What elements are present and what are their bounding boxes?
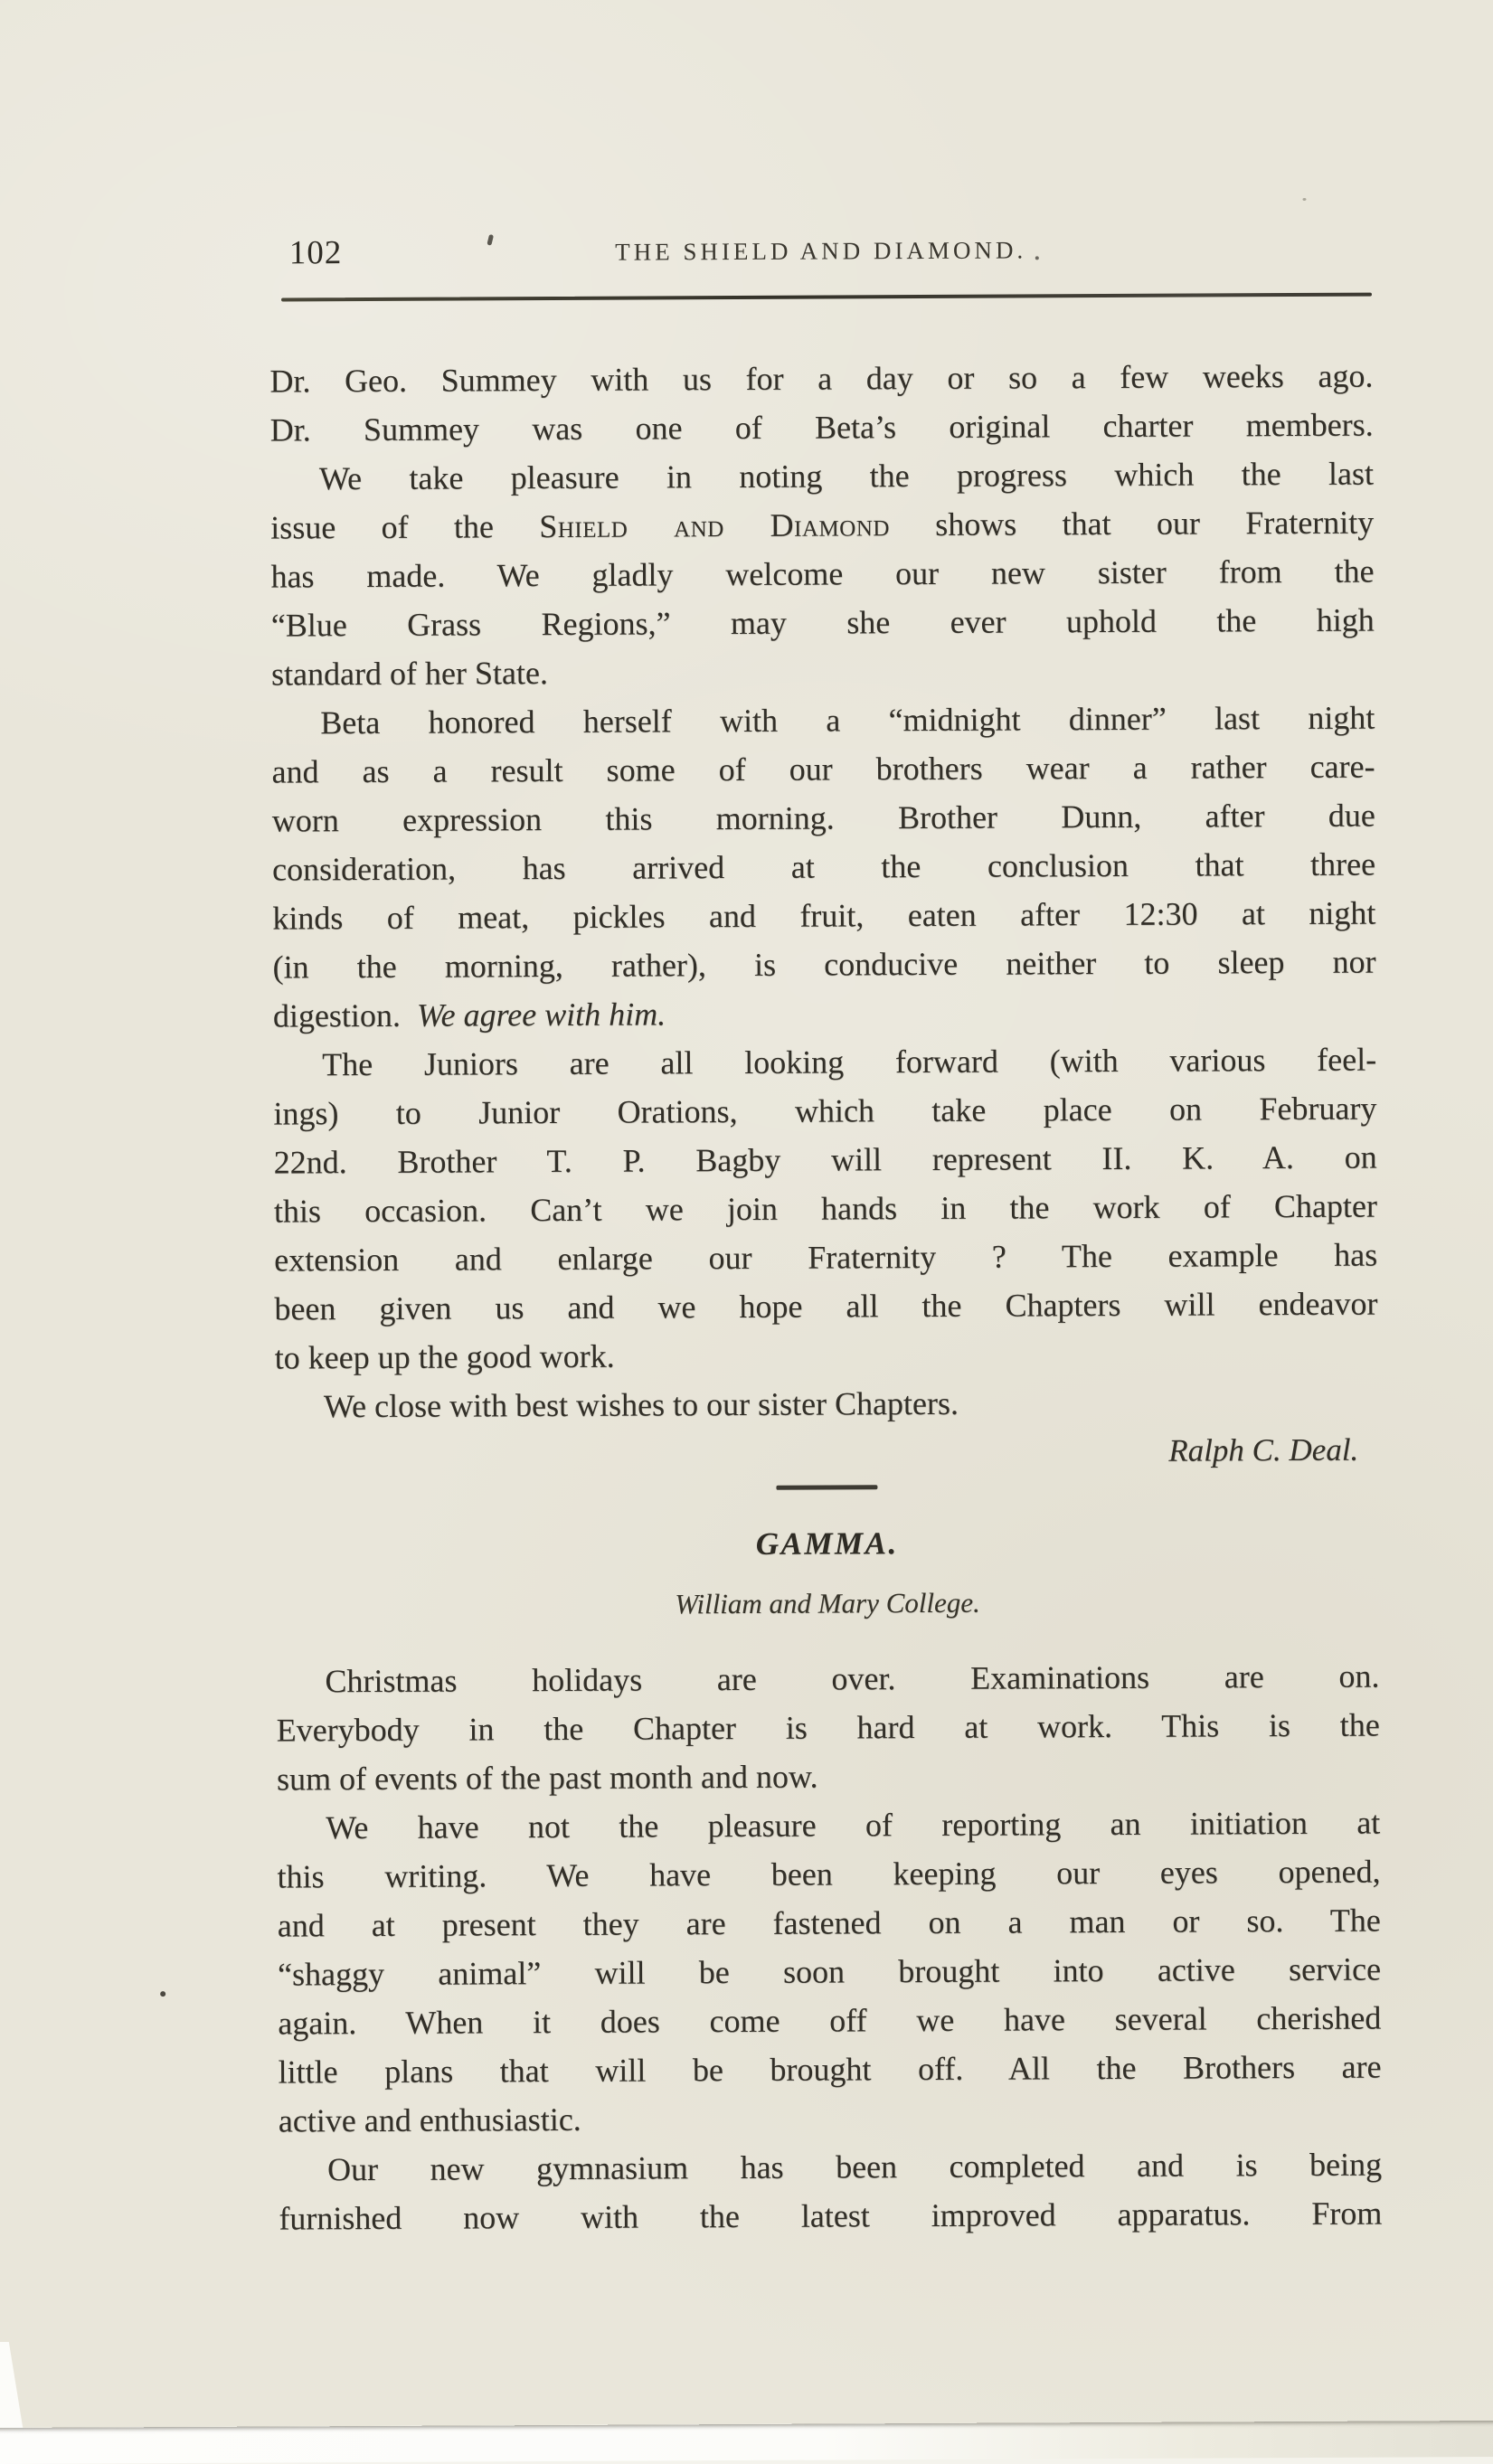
section-heading-gamma: GAMMA. bbox=[276, 1522, 1379, 1567]
text-line: and at present they are fastened on a man or so. The bbox=[278, 1896, 1381, 1950]
text-line: little plans that will be brought off. All the Brothers are bbox=[278, 2043, 1381, 2097]
body-text bbox=[269, 352, 1382, 2243]
text-line: issue of the Shield and Diamond shows that our Fraternity bbox=[270, 498, 1374, 552]
text-line: We close with best wishes to our sister Chapters. bbox=[275, 1377, 1378, 1431]
text-line: Dr. Summey was one of Beta’s original charter members. bbox=[270, 401, 1374, 455]
text-line: kinds of meat, pickles and fruit, eaten after 12:30 at night bbox=[272, 889, 1375, 943]
text-line: “shaggy animal” will be soon brought into active service bbox=[278, 1945, 1381, 1999]
text-line: We have not the pleasure of reporting an initiation at bbox=[277, 1798, 1380, 1853]
text-line: and as a result some of our brothers wear a rather care- bbox=[271, 742, 1375, 797]
beta-paragraph-2 bbox=[270, 449, 1375, 699]
text-line: Dr. Geo. Summey with us for a day or so a few weeks ago. bbox=[269, 352, 1373, 406]
text-line: We take pleasure in noting the progress which the last bbox=[270, 449, 1374, 504]
beta-paragraph-5 bbox=[275, 1377, 1378, 1431]
beta-paragraph-1 bbox=[269, 352, 1374, 455]
text-line: consideration, has arrived at the conclusion that three bbox=[272, 840, 1375, 894]
text-line: this writing. We have been keeping our eyes opened, bbox=[277, 1847, 1380, 1902]
ink-speck bbox=[1302, 198, 1306, 201]
beta-paragraph-4 bbox=[273, 1035, 1378, 1383]
text-line: again. When it does come off we have several cherished bbox=[278, 1994, 1381, 2048]
text-line: ings) to Junior Orations, which take place on February bbox=[273, 1084, 1376, 1138]
text-line: “Blue Grass Regions,” may she ever uphold the high bbox=[271, 596, 1375, 650]
text-line: furnished now with the latest improved apparatus. From bbox=[279, 2189, 1382, 2243]
header-rule bbox=[281, 293, 1372, 302]
text-line: this occasion. Can’t we join hands in the work of Chapter bbox=[274, 1182, 1377, 1236]
gamma-paragraph-1 bbox=[276, 1652, 1380, 1804]
text-line: sum of events of the past month and now. bbox=[277, 1750, 1380, 1804]
ink-speck bbox=[160, 1991, 165, 1997]
text-line: digestion. We agree with him. bbox=[273, 987, 1376, 1041]
text-line: to keep up the good work. bbox=[275, 1328, 1378, 1383]
beta-signature: Ralph C. Deal. bbox=[275, 1426, 1378, 1480]
text-line: Christmas holidays are over. Examinations are on. bbox=[276, 1652, 1379, 1706]
page-number: 102 bbox=[289, 235, 343, 272]
text-line: (in the morning, rather), is conducive neither to sleep nor bbox=[272, 938, 1375, 992]
ink-speck bbox=[1035, 256, 1039, 260]
text-line: standard of her State. bbox=[271, 645, 1375, 699]
section-divider bbox=[776, 1485, 877, 1490]
text-line: Our new gymnasium has been completed and is being bbox=[279, 2140, 1382, 2195]
text-line: worn expression this morning. Brother Dunn, after due bbox=[272, 791, 1375, 845]
running-head bbox=[269, 229, 1373, 276]
text-line: active and enthusiastic. bbox=[279, 2091, 1382, 2146]
text-line: Beta honored herself with a “midnight dinner” last night bbox=[271, 694, 1375, 748]
section-subheading-college: William and Mary College. bbox=[276, 1583, 1379, 1625]
text-line: extension and enlarge our Fraternity ? The example has bbox=[274, 1231, 1377, 1285]
text-line: The Juniors are all looking forward (with various feel- bbox=[273, 1035, 1376, 1090]
text-line: been given us and we hope all the Chapters will endeavor bbox=[274, 1279, 1377, 1334]
text-line: Everybody in the Chapter is hard at work. This is the bbox=[277, 1701, 1380, 1755]
running-title: THE SHIELD AND DIAMOND. bbox=[269, 236, 1373, 269]
gamma-paragraph-3 bbox=[279, 2140, 1383, 2243]
scan-edge-bottom bbox=[0, 2421, 1493, 2464]
text-line: 22nd. Brother T. P. Bagby will represent II. K. A. on bbox=[274, 1133, 1377, 1187]
text-line: has made. We gladly welcome our new sister from the bbox=[270, 547, 1374, 601]
beta-paragraph-3 bbox=[271, 694, 1376, 1041]
gamma-paragraph-2 bbox=[277, 1798, 1382, 2146]
